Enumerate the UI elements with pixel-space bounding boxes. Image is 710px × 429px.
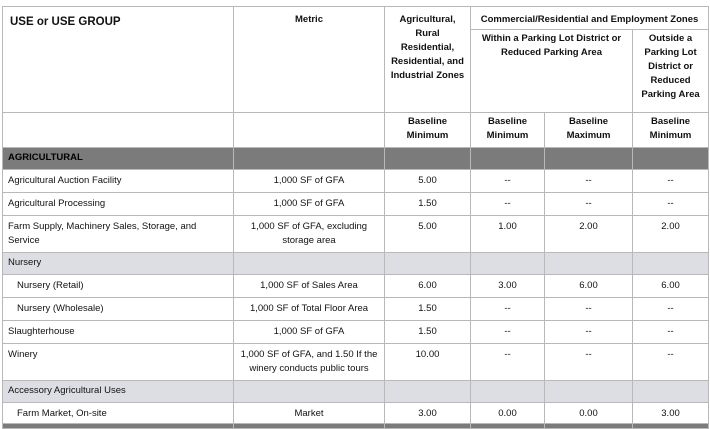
sub-header-within-max: Baseline Maximum	[545, 113, 633, 148]
within-min-cell: --	[471, 321, 545, 344]
metric-cell: Market	[234, 403, 385, 424]
within-max-cell: --	[545, 321, 633, 344]
within-min-cell: --	[471, 298, 545, 321]
table-row	[3, 344, 709, 381]
table-row	[3, 298, 709, 321]
agri-cell: 3.00	[385, 403, 471, 424]
within-min-cell: --	[471, 170, 545, 193]
within-min-cell: --	[471, 193, 545, 216]
subsection-title: Nursery	[3, 253, 234, 275]
outside-min-cell: 6.00	[633, 275, 709, 298]
within-min-cell: 3.00	[471, 275, 545, 298]
use-cell: Agricultural Processing	[3, 193, 234, 216]
outside-min-cell: 2.00	[633, 216, 709, 253]
metric-cell: 1,000 SF of GFA, and 1.50 If the winery conducts public tours	[234, 344, 385, 381]
header-row-1	[3, 7, 709, 30]
within-max-cell: --	[545, 344, 633, 381]
use-cell: Nursery (Wholesale)	[3, 298, 234, 321]
outside-min-cell: --	[633, 170, 709, 193]
metric-cell: 1,000 SF of Total Floor Area	[234, 298, 385, 321]
use-cell: Winery	[3, 344, 234, 381]
agri-cell: 5.00	[385, 216, 471, 253]
agri-zones-header: Agricultural, Rural Residential, Residential, and Industrial Zones	[385, 7, 471, 113]
metric-cell: 1,000 SF of GFA	[234, 193, 385, 216]
agri-cell: 5.00	[385, 170, 471, 193]
table-row	[3, 275, 709, 298]
sub-header-agri-min: Baseline Minimum	[385, 113, 471, 148]
blank-cell	[3, 113, 234, 148]
metric-cell: 1,000 SF of Sales Area	[234, 275, 385, 298]
metric-cell: 1,000 SF of GFA, excluding storage area	[234, 216, 385, 253]
table-row	[3, 321, 709, 344]
outside-parking-header: Outside a Parking Lot District or Reduced Parking Area	[633, 30, 709, 113]
within-max-cell: 6.00	[545, 275, 633, 298]
within-max-cell: --	[545, 193, 633, 216]
commercial-zones-header: Commercial/Residential and Employment Zones	[471, 7, 709, 30]
agri-cell: 6.00	[385, 275, 471, 298]
within-parking-header: Within a Parking Lot District or Reduced Parking Area	[471, 30, 633, 113]
outside-min-cell: 3.00	[633, 403, 709, 424]
section-title: AGRICULTURAL	[3, 148, 234, 170]
bottom-band	[3, 424, 709, 429]
header-row-3	[3, 113, 709, 148]
agri-cell: 10.00	[385, 344, 471, 381]
within-max-cell: --	[545, 170, 633, 193]
outside-min-cell: --	[633, 193, 709, 216]
outside-min-cell: --	[633, 298, 709, 321]
section-row	[3, 148, 709, 170]
subsection-row-accessory	[3, 381, 709, 403]
agri-cell: 1.50	[385, 298, 471, 321]
sub-header-within-min: Baseline Minimum	[471, 113, 545, 148]
within-max-cell: 0.00	[545, 403, 633, 424]
outside-min-cell: --	[633, 321, 709, 344]
use-cell: Nursery (Retail)	[3, 275, 234, 298]
use-cell: Slaughterhouse	[3, 321, 234, 344]
sub-header-outside-min: Baseline Minimum	[633, 113, 709, 148]
within-min-cell: 1.00	[471, 216, 545, 253]
subsection-row-nursery	[3, 253, 709, 275]
use-cell: Farm Supply, Machinery Sales, Storage, and Service	[3, 216, 234, 253]
metric-header: Metric	[234, 7, 385, 113]
table-row	[3, 193, 709, 216]
use-cell: Farm Market, On-site	[3, 403, 234, 424]
use-group-header: USE or USE GROUP	[3, 7, 234, 113]
parking-requirements-table	[2, 6, 709, 429]
within-max-cell: --	[545, 298, 633, 321]
metric-cell: 1,000 SF of GFA	[234, 170, 385, 193]
table-row	[3, 403, 709, 424]
table-row	[3, 170, 709, 193]
table-row	[3, 216, 709, 253]
within-max-cell: 2.00	[545, 216, 633, 253]
within-min-cell: 0.00	[471, 403, 545, 424]
use-cell: Agricultural Auction Facility	[3, 170, 234, 193]
outside-min-cell: --	[633, 344, 709, 381]
metric-cell: 1,000 SF of GFA	[234, 321, 385, 344]
within-min-cell: --	[471, 344, 545, 381]
agri-cell: 1.50	[385, 321, 471, 344]
subsection-title: Accessory Agricultural Uses	[3, 381, 234, 403]
agri-cell: 1.50	[385, 193, 471, 216]
blank-cell	[234, 113, 385, 148]
